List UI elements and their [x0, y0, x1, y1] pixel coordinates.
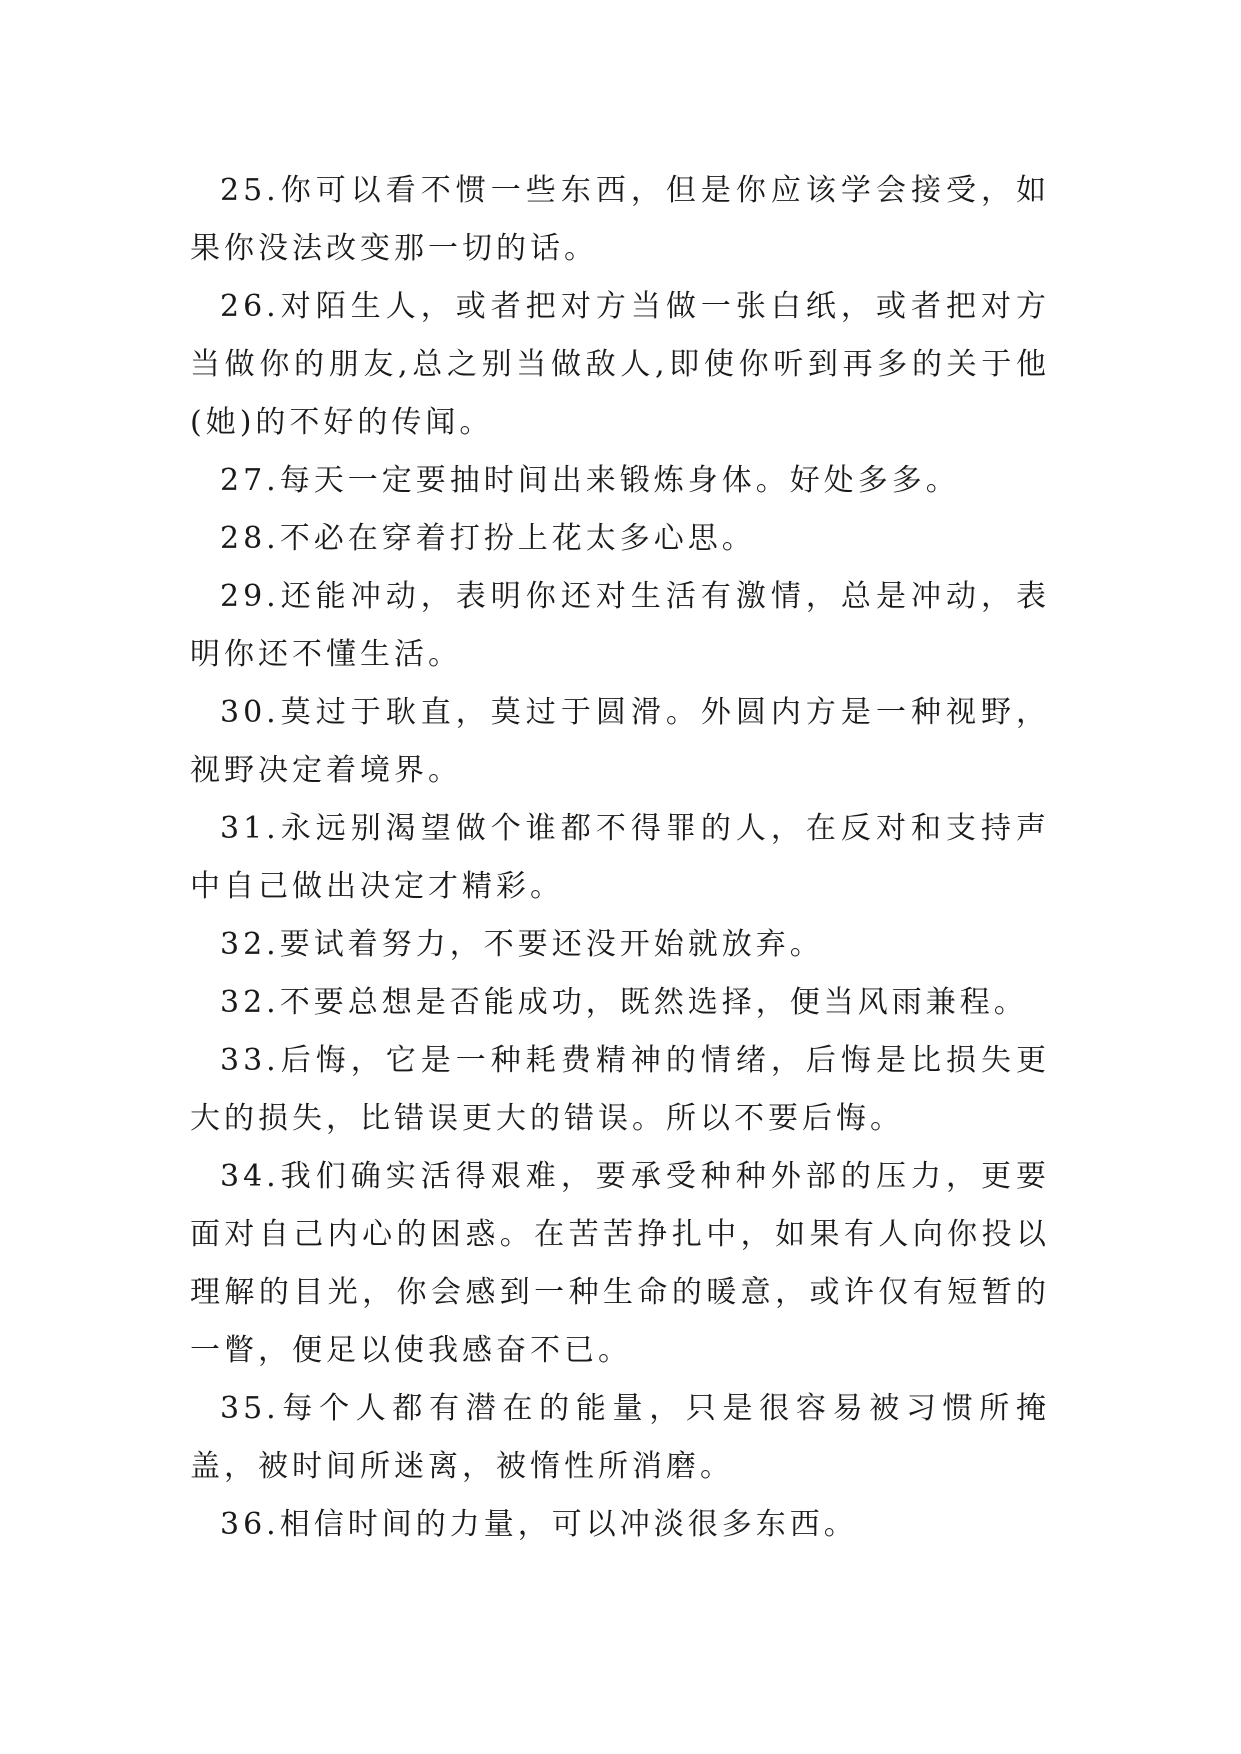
paragraph-33: 33.后悔，它是一种耗费精神的情绪，后悔是比损失更大的损失，比错误更大的错误。所以不要后悔。: [190, 1043, 1050, 1136]
paragraph-35: 35.每个人都有潜在的能量，只是很容易被习惯所掩盖，被时间所迷离，被惰性所消磨。: [190, 1391, 1050, 1484]
paragraph-32a: 32.要试着努力，不要还没开始就放弃。: [220, 927, 824, 962]
paragraph-25: 25.你可以看不惯一些东西，但是你应该学会接受，如果你没法改变那一切的话。: [190, 173, 1050, 266]
paragraph-36: 36.相信时间的力量，可以冲淡很多东西。: [220, 1507, 858, 1542]
paragraph-32b: 32.不要总想是否能成功，既然选择，便当风雨兼程。: [220, 985, 1028, 1020]
paragraph-29: 29.还能冲动，表明你还对生活有激情，总是冲动，表明你还不懂生活。: [190, 579, 1050, 672]
paragraph-34: 34.我们确实活得艰难，要承受种种外部的压力，更要面对自己内心的困惑。在苦苦挣扎中，如果有人向你投以理解的目光，你会感到一种生命的暖意，或许仅有短暂的一瞥，便足以使我感奋不已。: [190, 1159, 1050, 1368]
paragraph-26: 26.对陌生人，或者把对方当做一张白纸，或者把对方当做你的朋友,总之别当做敌人,即使你听到再多的关于他(她)的不好的传闻。: [190, 289, 1050, 440]
paragraph-31: 31.永远别渴望做个谁都不得罪的人，在反对和支持声中自己做出决定才精彩。: [190, 811, 1050, 904]
document-body: [190, 162, 1050, 1554]
paragraph-27: 27.每天一定要抽时间出来锻炼身体。好处多多。: [220, 463, 960, 498]
paragraph-28: 28.不必在穿着打扮上花太多心思。: [220, 521, 756, 556]
paragraph-30: 30.莫过于耿直，莫过于圆滑。外圆内方是一种视野，视野决定着境界。: [190, 695, 1050, 788]
